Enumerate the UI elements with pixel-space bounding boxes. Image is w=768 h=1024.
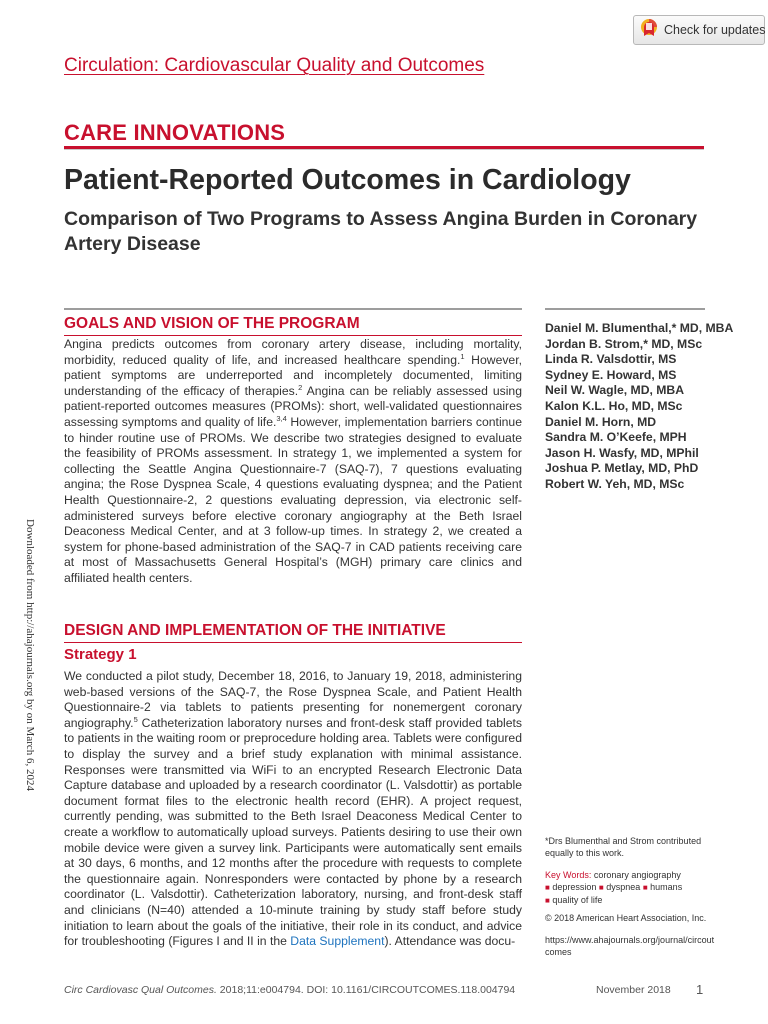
bullet-square-icon: ■: [545, 883, 550, 892]
page-number: 1: [696, 982, 704, 997]
section-rule-shadow: [64, 149, 704, 150]
design-text-3: ). Attendance was docu-: [384, 934, 516, 949]
author-list: [545, 321, 735, 493]
design-paragraph: [64, 669, 522, 950]
keywords-block: [545, 869, 715, 907]
design-heading: DESIGN AND IMPLEMENTATION OF THE INITIATIVE: [64, 622, 446, 639]
author-name: Sydney E. Howard, MS: [545, 367, 677, 382]
goals-text-3: Angina can be reliably assessed using patient-reported outcomes measures (PROMs): short, well-validated questionnaires assessing symptoms and quality of life.: [64, 383, 522, 429]
journal-url-link[interactable]: https://www.ahajournals.org/journal/circoutcomes: [545, 935, 715, 957]
design-text-2: Catheterization laboratory nurses and front-desk staff provided tablets to patients in the waiting room or preprocedure holding area. Tablets were configured to display the survey and a brief study explanation with minimal assistance. Responses were transmitted via WiFi to an encrypted Research Electronic Data Capture database and uploaded by a research coordinator (L. Valsdottir) as portable document format files to the electronic health record (EHR). A project request, currently pending, was submitted to the Beth Israel Deaconess Medical Center to create a workflow to automatically upload surveys. Patients desiring to use their own mobile device were given a survey link. Participants were automatically sent emails at 30 days, 6 months, and 12 months after the procedure with requests to complete the questionnaire again. Nonresponders were contacted by phone by a research coordinator (L. Valsdottir). Catheterization laboratory, nursing, and front-desk staff and clinicians (N=40) attended a 10-minute training by study staff before study initiation to learn about the goals of the initiative, their role in its conduct, and advice for troubleshooting (Figures I and II in the: [64, 715, 522, 949]
author-name: Neil W. Wagle, MD, MBA: [545, 383, 685, 398]
author-name: Kalon K.L. Ho, MD, MSc: [545, 398, 683, 413]
footer-citation: [64, 984, 515, 996]
author-name: Daniel M. Horn, MD: [545, 414, 657, 429]
strategy-1-subheading: Strategy 1: [64, 646, 137, 663]
sidebar-rule: [545, 308, 705, 310]
citation-ref[interactable]: 2: [298, 382, 303, 392]
keyword[interactable]: coronary angiography: [593, 870, 681, 880]
footer-date: November 2018: [596, 984, 671, 996]
author-name: Daniel M. Blumenthal,* MD, MBA: [545, 321, 734, 335]
keyword[interactable]: depression: [552, 882, 597, 892]
citation-ref[interactable]: 3,4: [276, 413, 287, 423]
check-for-updates-button[interactable]: [633, 15, 765, 45]
citation-ref[interactable]: 1: [460, 351, 465, 361]
design-body: [64, 669, 522, 950]
author-name: Robert W. Yeh, MD, MSc: [545, 476, 685, 491]
author-name: Jordan B. Strom,* MD, MSc: [545, 336, 703, 351]
section-label: CARE INNOVATIONS: [64, 120, 286, 145]
citation-ref[interactable]: 5: [133, 714, 138, 724]
author-name: Sandra M. O’Keefe, MPH: [545, 430, 687, 445]
article-subtitle: Comparison of Two Programs to Assess Angina Burden in Coronary Artery Disease: [64, 208, 698, 255]
check-for-updates-label: Check for updates: [664, 23, 766, 37]
goals-paragraph: [64, 337, 522, 587]
goals-body: [64, 337, 522, 587]
footer-doi: 2018;11:e004794. DOI: 10.1161/CIRCOUTCOMES.118.004794: [216, 984, 516, 996]
goals-text-4: However, implementation barriers continue to hinder routine use of PROMs. We describe two strategies designed to evaluate the feasibility of PROMs assessment. In strategy 1, we implemented a system for collecting the Seattle Angina Questionnaire-7 (SAQ-7), 7 questions evaluating angina; the Rose Dyspnea Scale, 4 questions evaluating dyspnea; and the Patient Health Questionnaire-2, 2 questions evaluating depression, via electronic self-administered surveys before elective coronary angiography at the Beth Israel Deaconess Medical Center, and at 3 follow-up times. In strategy 2, we created a system for phone-based administration of the SAQ-7 in CAD patients receiving care at most of Massachusetts General Hospital’s (MGH) primary care clinics and affiliated health centers.: [64, 414, 522, 585]
footer-journal-abbrev: Circ Cardiovasc Qual Outcomes.: [64, 984, 217, 996]
goals-text-1: Angina predicts outcomes from coronary artery disease, including mortality, morbidity, reduced quality of life, and increased healthcare spending.: [64, 337, 522, 367]
bullet-square-icon: ■: [642, 883, 648, 892]
crossmark-icon: [640, 18, 658, 43]
author-name: Linda R. Valsdottir, MS: [545, 352, 677, 367]
bullet-square-icon: ■: [545, 896, 550, 905]
goals-heading-rule: [64, 335, 522, 336]
keyword[interactable]: dyspnea: [606, 882, 641, 892]
goals-text-2: However, patient symptoms are underreported and incompletely documented, limiting understanding of the efficacy of therapies.: [64, 352, 522, 398]
copyright-notice: © 2018 American Heart Association, Inc.: [545, 913, 707, 923]
author-name: Joshua P. Metlay, MD, PhD: [545, 461, 699, 476]
design-heading-rule: [64, 642, 522, 643]
bullet-square-icon: ■: [598, 883, 604, 892]
design-text-1: We conducted a pilot study, December 18, 2016, to January 19, 2018, administering web-based versions of the SAQ-7, the Rose Dyspnea Scale, and Patient Health Questionnaire-2 via tablets to patients presenting for nonemergent coronary angiography.: [64, 669, 522, 730]
author-name: Jason H. Wasfy, MD, MPhil: [545, 445, 699, 460]
data-supplement-link[interactable]: Data Supplement: [290, 934, 385, 949]
download-stamp: Downloaded from http://ahajournals.org by on March 6, 2024: [24, 519, 36, 791]
goals-heading: GOALS AND VISION OF THE PROGRAM: [64, 315, 360, 332]
keywords-label: Key Words:: [545, 870, 592, 880]
journal-title-link[interactable]: Circulation: Cardiovascular Quality and Outcomes: [64, 55, 485, 76]
main-column-rule: [64, 308, 522, 310]
equal-contribution-footnote: *Drs Blumenthal and Strom contributed equally to this work.: [545, 836, 702, 858]
keyword[interactable]: humans: [650, 882, 683, 892]
article-title: Patient-Reported Outcomes in Cardiology: [64, 164, 631, 196]
keyword[interactable]: quality of life: [552, 895, 603, 905]
